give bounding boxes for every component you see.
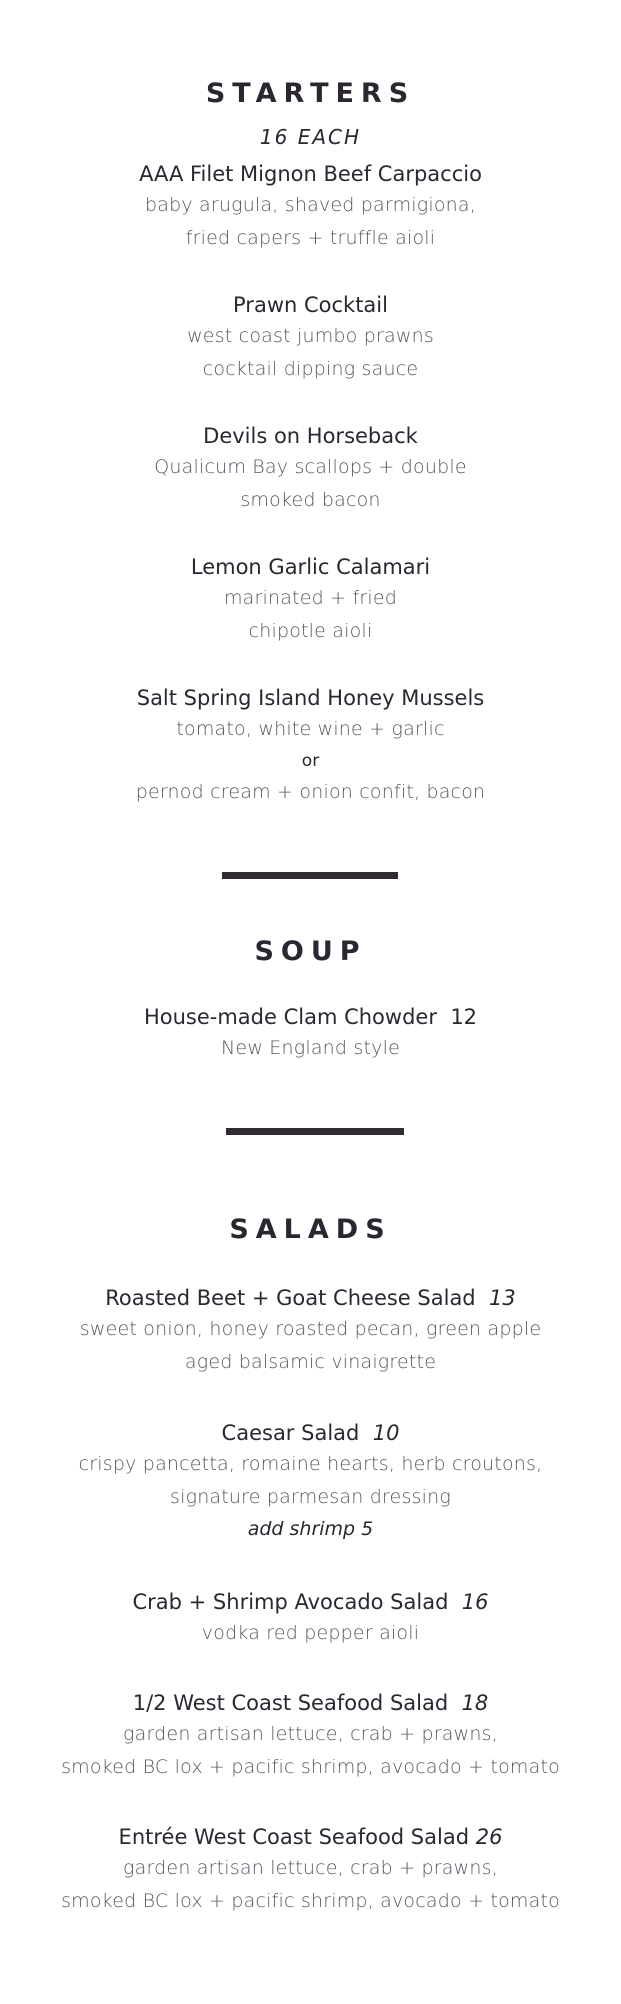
item-desc: signature parmesan dressing <box>170 1486 451 1508</box>
item-name: AAA Filet Mignon Beef Carpaccio <box>139 162 482 186</box>
item-name-row <box>0 1587 621 1617</box>
salads-heading: SALADS <box>229 1214 392 1245</box>
item-desc: Qualicum Bay scallops + double <box>154 456 467 478</box>
item-desc: garden artisan lettuce, crab + prawns, <box>123 1857 498 1879</box>
item-desc-alt: pernod cream + onion confit, bacon <box>135 781 486 803</box>
menu-item <box>0 1688 621 1784</box>
item-name-row <box>0 1002 621 1032</box>
item-desc: smoked BC lox + pacific shrimp, avocado + tomato <box>61 1890 560 1912</box>
item-desc: garden artisan lettuce, crab + prawns, <box>123 1723 498 1745</box>
item-name: Salt Spring Island Honey Mussels <box>136 686 485 710</box>
item-desc: smoked BC lox + pacific shrimp, avocado + tomato <box>61 1756 560 1778</box>
item-desc: cocktail dipping sauce <box>202 358 419 380</box>
menu-item <box>0 1283 621 1379</box>
item-price: 12 <box>450 1005 478 1029</box>
menu-item <box>0 421 621 517</box>
item-desc: vodka red pepper aioli <box>201 1622 420 1644</box>
item-price: 26 <box>475 1825 503 1849</box>
item-addon: add shrimp 5 <box>247 1518 374 1540</box>
menu-item <box>0 1587 621 1650</box>
item-desc: west coast jumbo prawns <box>187 325 434 347</box>
item-name-row <box>0 1418 621 1448</box>
or-separator: or <box>301 751 320 771</box>
item-name: 1/2 West Coast Seafood Salad <box>132 1691 449 1715</box>
item-name: Lemon Garlic Calamari <box>190 555 431 579</box>
menu-item <box>0 683 621 809</box>
item-desc: fried capers + truffle aioli <box>185 227 436 249</box>
item-name: Prawn Cocktail <box>233 293 388 317</box>
item-name-row <box>0 1822 621 1852</box>
menu-item <box>0 1418 621 1544</box>
item-desc: smoked bacon <box>240 489 381 511</box>
item-desc: baby arugula, shaved parmigiona, <box>144 194 476 216</box>
section-divider <box>226 1128 404 1135</box>
starters-heading: STARTERS <box>205 78 416 109</box>
item-name-row <box>0 1283 621 1313</box>
item-desc: tomato, white wine + garlic <box>176 718 445 740</box>
item-name: Roasted Beet + Goat Cheese Salad <box>105 1286 476 1310</box>
item-price: 18 <box>461 1691 489 1715</box>
item-name: Crab + Shrimp Avocado Salad <box>132 1590 449 1614</box>
starters-price-note: 16 EACH <box>259 125 362 149</box>
item-name-row <box>0 1688 621 1718</box>
menu-item <box>0 159 621 255</box>
item-name: Caesar Salad <box>221 1421 360 1445</box>
section-divider <box>222 872 398 879</box>
menu-item <box>0 290 621 386</box>
item-desc: sweet onion, honey roasted pecan, green apple <box>79 1318 542 1340</box>
item-desc: New England style <box>221 1037 400 1059</box>
item-price: 13 <box>489 1286 516 1310</box>
item-desc: crispy pancetta, romaine hearts, herb croutons, <box>78 1453 543 1475</box>
item-desc: aged balsamic vinaigrette <box>184 1351 437 1373</box>
menu-item <box>0 552 621 648</box>
soup-heading: SOUP <box>254 936 367 967</box>
item-name: Entrée West Coast Seafood Salad <box>118 1825 470 1849</box>
item-desc: marinated + fried <box>223 587 398 609</box>
menu-item <box>0 1822 621 1918</box>
item-name: House-made Clam Chowder <box>143 1005 437 1029</box>
item-name: Devils on Horseback <box>203 424 418 448</box>
item-desc: chipotle aioli <box>248 620 373 642</box>
item-price: 10 <box>372 1421 400 1445</box>
item-price: 16 <box>461 1590 489 1614</box>
menu-item <box>0 1002 621 1065</box>
